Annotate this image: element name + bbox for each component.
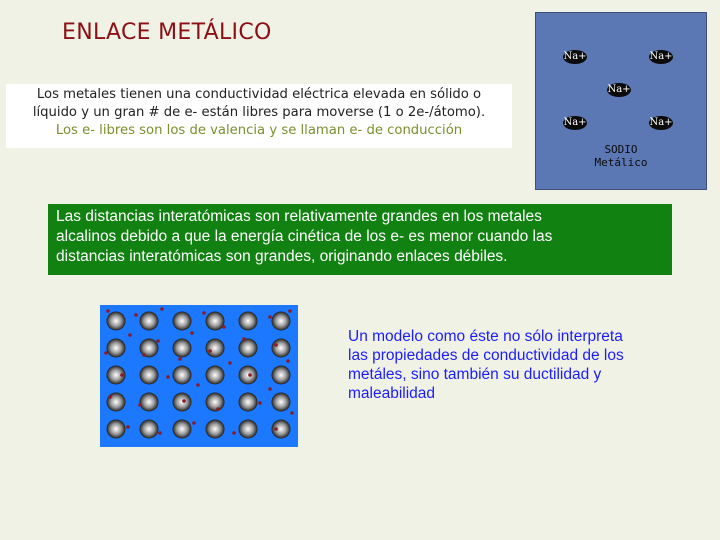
metal-cation bbox=[239, 312, 258, 331]
model-line-3: metáles, sino también su ductilidad y bbox=[348, 366, 602, 383]
free-electron bbox=[288, 309, 292, 313]
free-electron bbox=[208, 349, 212, 353]
metal-cation bbox=[107, 312, 126, 331]
lattice-svg bbox=[100, 305, 298, 447]
free-electron bbox=[290, 411, 294, 415]
metal-cation bbox=[173, 393, 192, 412]
intro-line-2: líquido y un gran # de e- están libres para moverse (1 o 2e-/átomo). bbox=[32, 105, 486, 120]
metal-cation bbox=[107, 420, 126, 439]
sodium-caption-line-1: SODIO bbox=[604, 143, 638, 156]
metal-cation bbox=[239, 366, 258, 385]
free-electron bbox=[202, 311, 206, 315]
metal-cation bbox=[140, 420, 159, 439]
metal-cation bbox=[206, 366, 225, 385]
sodium-caption-line-2: Metálico bbox=[594, 156, 648, 169]
metal-cation bbox=[239, 420, 258, 439]
metal-cation bbox=[206, 393, 225, 412]
free-electron bbox=[196, 383, 200, 387]
sodium-ion-bottom-left: Na+ bbox=[563, 117, 587, 128]
intro-text-box bbox=[6, 84, 512, 148]
metal-cation bbox=[173, 339, 192, 358]
free-electron bbox=[232, 431, 236, 435]
metal-cation bbox=[140, 366, 159, 385]
free-electron bbox=[158, 431, 162, 435]
sodium-ion-bottom-right: Na+ bbox=[649, 117, 673, 128]
free-electron bbox=[228, 361, 232, 365]
note-line-2: alcalinos debido a que la energía cinética de los e- es menor cuando las bbox=[56, 228, 553, 245]
free-electron bbox=[108, 395, 112, 399]
free-electron bbox=[142, 353, 146, 357]
free-electron bbox=[248, 373, 252, 377]
free-electron bbox=[216, 407, 220, 411]
metal-cation bbox=[272, 339, 291, 358]
free-electron bbox=[268, 387, 272, 391]
sodium-ion-top-left: Na+ bbox=[563, 51, 587, 62]
metal-cation bbox=[140, 312, 159, 331]
metal-cation bbox=[173, 420, 192, 439]
free-electron bbox=[222, 325, 226, 329]
slide-title: ENLACE METÁLICO bbox=[62, 20, 272, 45]
free-electron bbox=[182, 399, 186, 403]
free-electron bbox=[134, 313, 138, 317]
free-electron bbox=[274, 343, 278, 347]
free-electron bbox=[242, 337, 246, 341]
free-electron bbox=[156, 339, 160, 343]
model-line-1: Un modelo como éste no sólo interpreta bbox=[348, 328, 623, 345]
free-electron bbox=[286, 359, 290, 363]
metal-cation bbox=[107, 339, 126, 358]
metal-cation bbox=[272, 393, 291, 412]
model-line-2: las propiedades de conductividad de los bbox=[348, 347, 624, 364]
free-electron bbox=[268, 315, 272, 319]
free-electron bbox=[126, 425, 130, 429]
free-electron bbox=[104, 351, 108, 355]
intro-line-3: Los e- libres son los de valencia y se llaman e- de conducción bbox=[55, 123, 463, 138]
free-electron bbox=[128, 333, 132, 337]
free-electron bbox=[274, 427, 278, 431]
metal-lattice-illustration bbox=[100, 305, 298, 447]
metal-cation bbox=[272, 312, 291, 331]
metal-cation bbox=[140, 393, 159, 412]
sodium-ion-top-right: Na+ bbox=[649, 51, 673, 62]
note-line-1: Las distancias interatómicas son relativamente grandes en los metales bbox=[56, 208, 542, 225]
model-explanation-text bbox=[348, 327, 688, 403]
metal-cation bbox=[272, 366, 291, 385]
note-line-3: distancias interatómicas son grandes, originando enlaces débiles. bbox=[56, 248, 508, 265]
model-line-4: maleabilidad bbox=[348, 385, 436, 402]
free-electron bbox=[138, 403, 142, 407]
free-electron bbox=[258, 401, 262, 405]
free-electron bbox=[166, 375, 170, 379]
metal-cation bbox=[206, 339, 225, 358]
free-electron bbox=[178, 357, 182, 361]
free-electron bbox=[106, 309, 110, 313]
metal-cation bbox=[239, 393, 258, 412]
free-electron bbox=[192, 421, 196, 425]
free-electron bbox=[190, 331, 194, 335]
sodium-ion-center: Na+ bbox=[607, 84, 631, 95]
metal-cation bbox=[239, 339, 258, 358]
sodium-metal-diagram bbox=[535, 12, 707, 190]
free-electron bbox=[120, 373, 124, 377]
intro-line-1: Los metales tienen una conductividad eléctrica elevada en sólido o bbox=[36, 87, 482, 102]
metal-cation bbox=[206, 420, 225, 439]
free-electron bbox=[160, 307, 164, 311]
metal-cation bbox=[173, 366, 192, 385]
metal-cation bbox=[206, 312, 225, 331]
metal-cation bbox=[173, 312, 192, 331]
interatomic-distance-note bbox=[48, 204, 672, 275]
sodium-caption bbox=[536, 143, 706, 169]
